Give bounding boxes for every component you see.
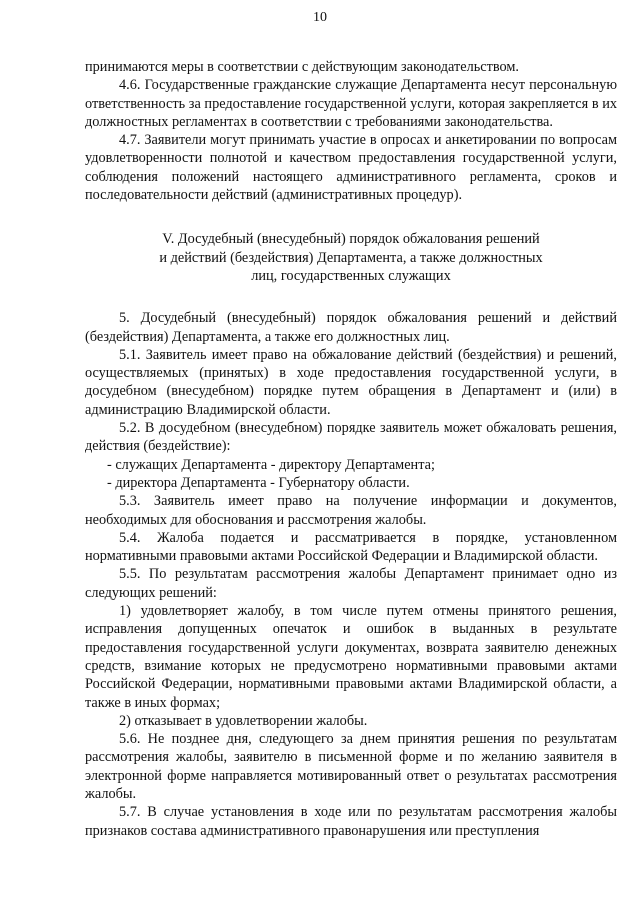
decision-item-1: 1) удовлетворяет жалобу, в том числе путем отмены принятого решения, исправления допущенных опечаток и ошибок в выданных в результате предоставления государственной услуги документах, возврата заявителю денежных средств, взимание которых не предусмотрено нормативными правовыми актами Российской Федерации, нормативными правовыми актами Владимирской области, а также в иных формах;	[85, 603, 617, 711]
paragraph-5-3: 5.3. Заявитель имеет право на получение информации и документов, необходимых для обоснования и рассмотрения жалобы.	[85, 493, 617, 528]
paragraph-5: 5. Досудебный (внесудебный) порядок обжалования решений и действий (бездействия) Департамента, а также его должностных лиц.	[85, 310, 617, 345]
list-item-director: - директора Департамента - Губернатору области.	[107, 474, 410, 491]
paragraph-continuation: принимаются меры в соответствии с действующим законодательством.	[85, 59, 520, 75]
paragraph-5-6: 5.6. Не позднее дня, следующего за днем принятия решения по результатам рассмотрения жалобы, заявителю в письменной форме и по желанию заявителя в электронной форме направляется мотивированный ответ о результатах рассмотрения жалобы.	[85, 731, 617, 802]
paragraph-5-4: 5.4. Жалоба подается и рассматривается в порядке, установленном нормативными правовыми актами Российской Федерации и Владимирской области.	[85, 529, 617, 565]
section-heading-line-2: и действий (бездействия) Департамента, а также должностных	[159, 249, 543, 266]
paragraph-5-1: 5.1. Заявитель имеет право на обжалование действий (бездействия) и решений, осуществляемых (принятых) в ходе предоставления государственной услуги, в досудебном (внесудебном) порядке путем обращения в Департамент и (или) в администрацию Владимирской области.	[85, 346, 617, 418]
section-heading-line-3: лиц, государственных служащих	[251, 267, 451, 284]
paragraph-4-7: 4.7. Заявители могут принимать участие в опросах и анкетировании по вопросам удовлетворенности полнотой и качеством предоставления государственной услуги, соблюдения положений настоящего административного регламента, сроков и последовательности действий (административных процедур).	[85, 132, 617, 204]
paragraph-5-2: 5.2. В досудебном (внесудебном) порядке заявитель может обжаловать решения, действия (бездействие):	[85, 420, 617, 455]
list-item-staff: - служащих Департамента - директору Департамента;	[107, 456, 435, 473]
page-number: 10	[313, 10, 327, 25]
paragraph-4-6: 4.6. Государственные гражданские служащие Департамента несут персональную ответственность за предоставление государственной услуги, которая закрепляется в их должностных регламентах в соответствии с требованиями законодательства.	[85, 77, 617, 130]
decision-item-2: 2) отказывает в удовлетворении жалобы.	[119, 712, 368, 729]
document-body	[85, 58, 617, 840]
section-heading	[85, 230, 617, 285]
paragraph-5-7: 5.7. В случае установления в ходе или по результатам рассмотрения жалобы признаков состава административного правонарушения или преступления	[85, 804, 617, 839]
section-heading-line-1: V. Досудебный (внесудебный) порядок обжалования решений	[162, 231, 540, 248]
paragraph-5-5: 5.5. По результатам рассмотрения жалобы Департамент принимает одно из следующих решений:	[85, 566, 617, 601]
